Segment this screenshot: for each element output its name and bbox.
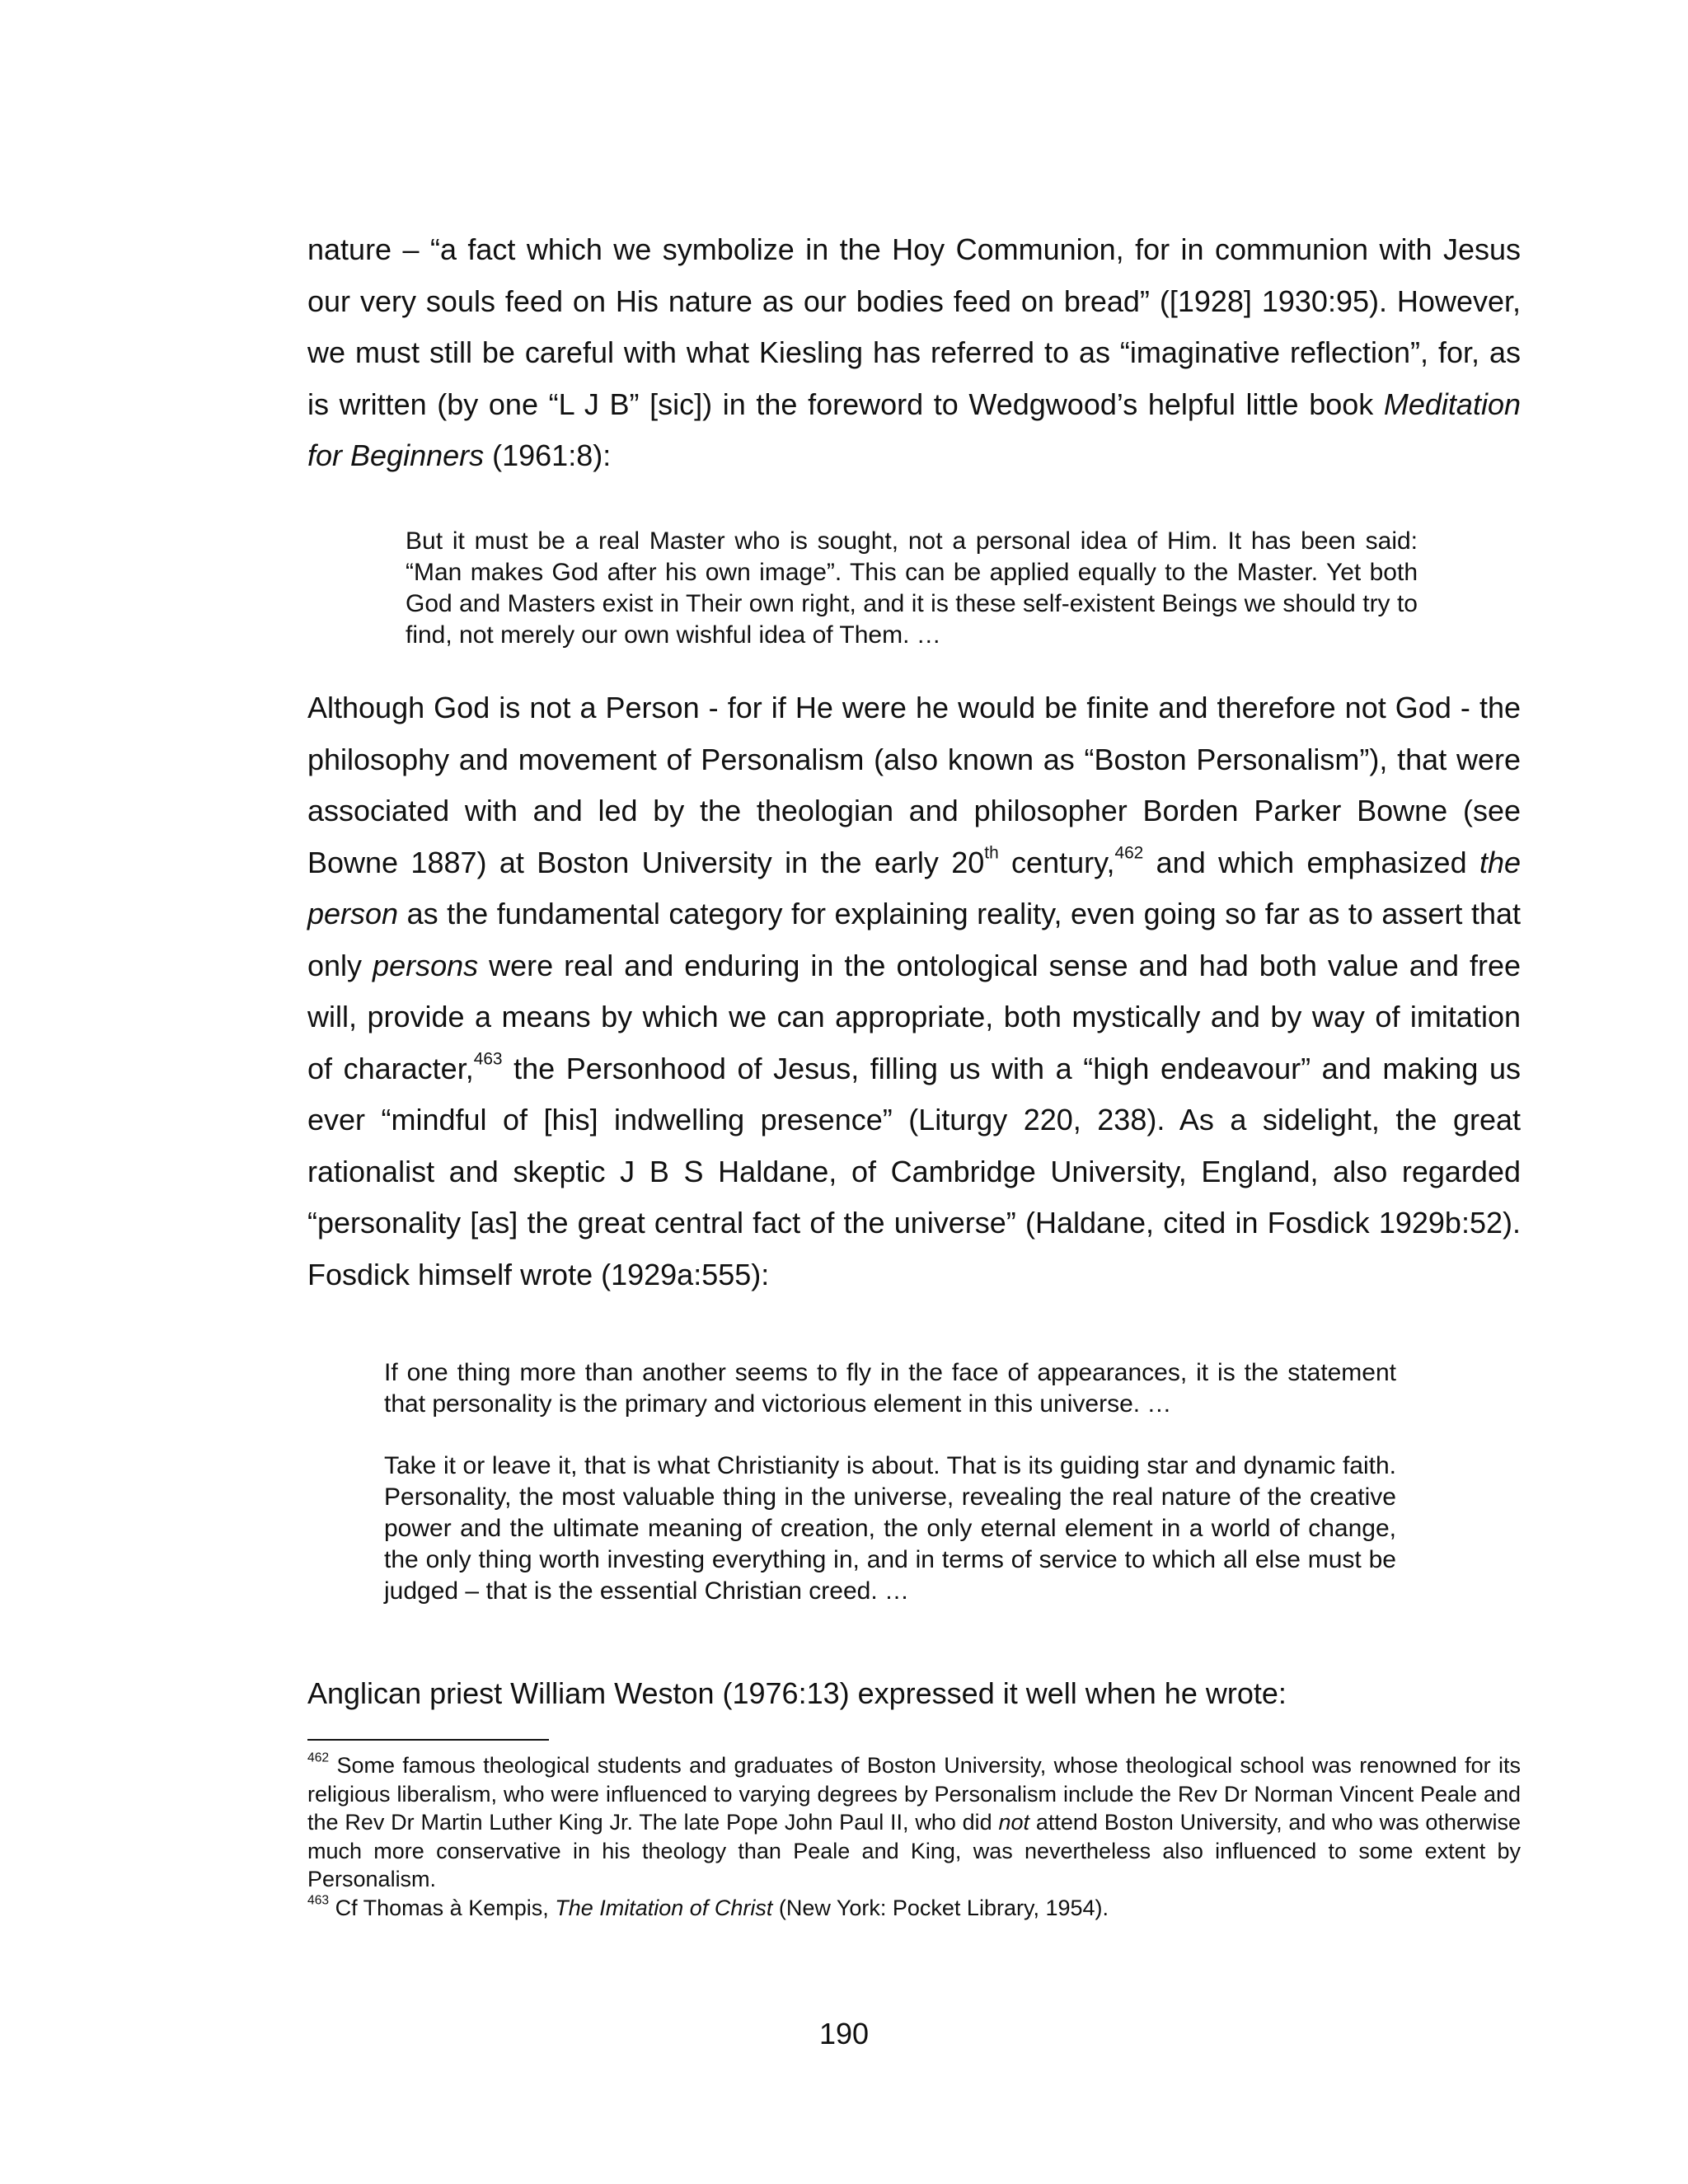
paragraph-2-text-a: Although God is not a Person - for if He were he would be finite and therefore not God - the philosophy and movement of Personalism (also known as “Boston Personalism”), that were associated with and led by the theologian and philosopher Borden Parker Bowne (see Bowne 1887) at Boston University in the early 20 — [307, 691, 1521, 879]
footnote-separator — [307, 1739, 549, 1741]
block-quote-1: But it must be a real Master who is sought, not a personal idea of Him. It has been said: “Man makes God after his own image”. This can be applied equally to the Master. Yet both God and Masters exist in Their own right, and it is these self-existent Beings we should try to find, not merely our own wishful idea of Them. … — [406, 527, 1418, 649]
footnote-463-text-b: (New York: Pocket Library, 1954). — [772, 1895, 1109, 1920]
footnote-463-text-a: Cf Thomas à Kempis, — [329, 1895, 556, 1920]
emphasis-persons: persons — [373, 948, 479, 982]
footnote-number-463: 463 — [307, 1893, 330, 1908]
paragraph-1-text: nature – “a fact which we symbolize in the Hoy Communion, for in communion with Jesus our very souls feed on His nature as our bodies feed on bread” ([1928] 1930:95). However, we must still be careful with what Kiesling has referred to as “imaginative reflection”, for, as is written (by one “L J B” [sic]) in the foreword to Wedgwood’s helpful little book — [307, 232, 1521, 421]
paragraph-1 — [307, 224, 1521, 482]
paragraph-3: Anglican priest William Weston (1976:13) expressed it well when he wrote: — [307, 1676, 1287, 1710]
paragraph-2-text-f: the Personhood of Jesus, filling us with a “high endeavour” and making us ever “mindful of [his] indwelling presence” (Liturgy 220, 238). As a sidelight, the great rationalist and skeptic J B S Haldane, of Cambridge University, England, also regarded “personality [as] the great central fact of the universe” (Haldane, cited in Fosdick 1929b:52). Fosdick himself wrote (1929a:555): — [307, 1051, 1521, 1291]
ordinal-superscript: th — [984, 842, 999, 862]
footnote-463-book-title: The Imitation of Christ — [555, 1895, 773, 1920]
footnote-462-text-a: Some famous theological students and graduates of Boston University, whose theological school was renowned for its religious liberalism, who were influenced to varying degrees by Personalism include the Rev Dr Norman Vincent Peale and the Rev Dr Martin Luther King Jr. The late Pope John Paul II, who did — [307, 1753, 1521, 1835]
footnote-462-emphasis: not — [998, 1810, 1030, 1835]
paragraph-2 — [307, 682, 1521, 1301]
paragraph-1-citation: (1961:8): — [484, 438, 612, 472]
emphasis-the-person: the person — [307, 845, 1521, 930]
paragraph-2-text-c: and which emphasized — [1143, 845, 1479, 879]
footnote-number-462: 462 — [307, 1750, 330, 1765]
paragraph-2-text-d: as the fundamental category for explaining reality, even going so far as to assert that only — [307, 897, 1521, 982]
paragraph-2-text-e: were real and enduring in the ontological sense and had both value and free will, provide a means by which we can appropriate, both mystically and by way of imitation of character, — [307, 948, 1521, 1085]
footnote-463 — [307, 1894, 1521, 1923]
footnote-ref-463[interactable]: 463 — [473, 1048, 503, 1068]
paragraph-2-text-b: century, — [998, 845, 1115, 879]
block-quote-2a: If one thing more than another seems to fly in the face of appearances, it is the statement that personality is the primary and victorious element in this universe. … — [384, 1359, 1396, 1418]
footnote-462-text-b: attend Boston University, and who was otherwise much more conservative in his theology than Peale and King, was nevertheless also influenced to some extent by Personalism. — [307, 1810, 1521, 1891]
book-title-meditation-for-beginners: Meditation for Beginners — [307, 387, 1521, 472]
page-number: 190 — [818, 2017, 870, 2050]
footnote-462 — [307, 1751, 1521, 1894]
block-quote-2b: Take it or leave it, that is what Christianity is about. That is its guiding star and dynamic faith. Personality, the most valuable thing in the universe, revealing the real nature of the creative power and the ultimate meaning of creation, the only eternal element in a world of change, the only thing worth investing everything in, and in terms of service to which all else must be judged – that is the essential Christian creed. … — [384, 1452, 1396, 1605]
footnote-ref-462[interactable]: 462 — [1114, 842, 1144, 862]
footnotes — [307, 1751, 1521, 1922]
